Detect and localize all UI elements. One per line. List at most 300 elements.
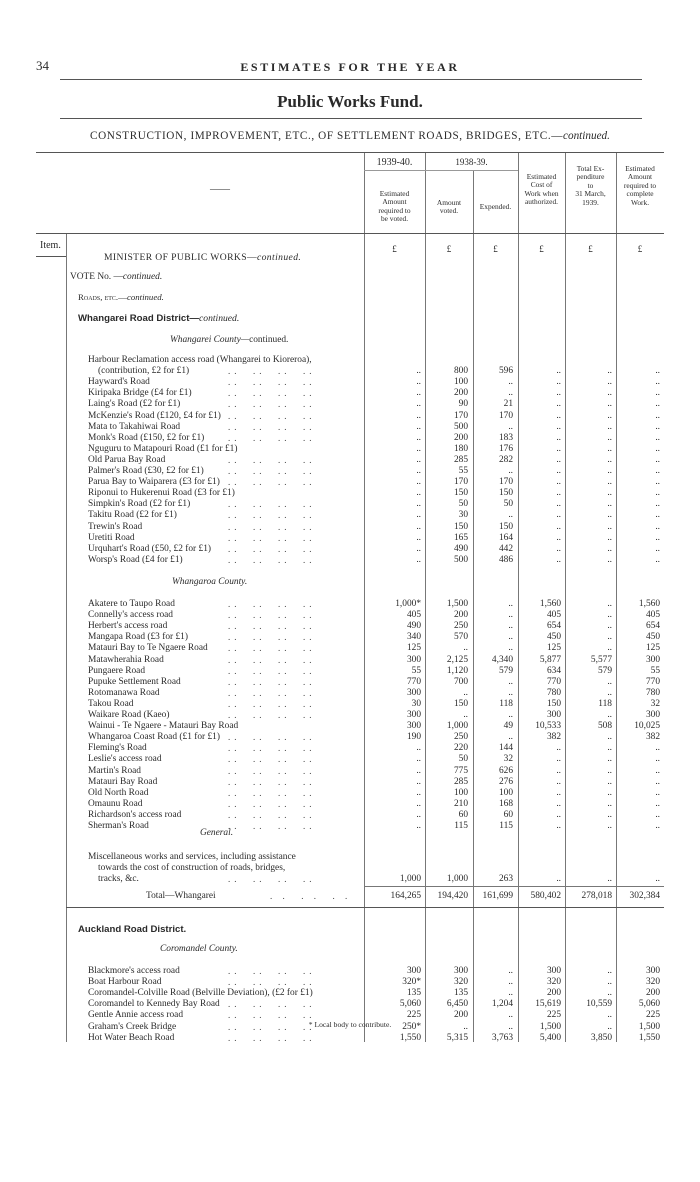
row-cell-c5: .. <box>607 676 612 687</box>
header-col1-line-2: required to <box>378 205 411 215</box>
row-cell-c4: .. <box>556 554 561 565</box>
row-cell-c6: .. <box>655 388 660 399</box>
row-cell-c5: 579 <box>597 665 612 676</box>
row-leader-dots: .. .. .. .. <box>228 665 316 676</box>
row-cell-c6: 780 <box>645 687 660 698</box>
row-cell-c6: .. <box>655 521 660 532</box>
currency-c3: £ <box>493 244 498 254</box>
row-cell-c4: .. <box>556 388 561 399</box>
row-cell-c2: 800 <box>453 366 468 377</box>
district-whangarei-heading <box>78 313 239 324</box>
item-col-rule <box>66 234 67 1042</box>
row-label: Wainui - Te Ngaere - Matauri Bay Road <box>88 721 239 732</box>
row-leader-dots: .. .. .. .. <box>228 821 316 831</box>
row-cell-c2: 320 <box>453 977 468 988</box>
row-cell-c6: 32 <box>650 698 660 709</box>
row-leader-dots: .. .. .. .. <box>228 610 316 621</box>
row-cell-c5: .. <box>607 798 612 809</box>
row-cell-c4: 382 <box>546 732 561 743</box>
row-cell-c3: .. <box>508 1010 513 1021</box>
row-cell-c1: 490 <box>406 621 421 632</box>
row-label: Urquhart's Road (£50, £2 for £1) <box>88 543 212 554</box>
header-col6-line-3: complete <box>626 189 654 199</box>
row-cell-c4: 200 <box>546 988 561 999</box>
row-leader-dots: .. .. .. .. <box>228 399 316 410</box>
row-cell-c3: 442 <box>498 543 513 554</box>
row-cell-c6: 5,060 <box>638 999 660 1010</box>
row-cell-c1: .. <box>416 510 421 521</box>
row-cell-c5: .. <box>607 454 612 465</box>
row-cell-c5: .. <box>607 366 612 377</box>
row-cell-c6: .. <box>655 798 660 809</box>
row-cell-c3: 50 <box>503 499 513 510</box>
header-col4-line-0: Estimated <box>526 172 557 181</box>
row-cell-c1: 1,000* <box>395 599 421 609</box>
row-cell-c3: .. <box>508 1021 513 1032</box>
row-label: Parua Bay to Waiparera (£3 for £1) <box>88 477 220 488</box>
general-heading <box>200 828 233 839</box>
county1-continued: continued. <box>249 335 289 345</box>
row-label: Martin's Road <box>88 765 141 776</box>
row-leader-dots: .. .. .. .. <box>228 654 316 665</box>
currency-c6: £ <box>637 244 643 254</box>
row-cell-c2: 100 <box>453 787 468 798</box>
row-label: Monk's Road (£150, £2 for £1) <box>88 432 205 443</box>
currency-c1: £ <box>392 244 397 254</box>
row-cell-c2: 90 <box>458 399 468 410</box>
row-cell-c6: 300 <box>645 710 660 720</box>
row-cell-c4: 5,400 <box>539 1032 561 1043</box>
row-cell-c3: .. <box>508 710 513 720</box>
row-cell-c5: .. <box>607 399 612 410</box>
header-col2-line-1: voted. <box>439 206 459 216</box>
row-cell-c6: .. <box>655 410 660 421</box>
row-cell-c1: .. <box>416 809 421 820</box>
currency-c4: £ <box>539 244 544 254</box>
footnote: * Local body to contribute. <box>308 1020 392 1029</box>
row-cell-c3: 276 <box>498 776 513 787</box>
row-cell-c6: .. <box>655 554 660 565</box>
row-leader-dots: .. .. .. .. <box>228 366 316 377</box>
row-cell-c6: .. <box>655 510 660 521</box>
row-cell-c3: .. <box>508 610 513 621</box>
col-rule-4 <box>518 153 519 1042</box>
row-cell-c3: .. <box>508 377 513 388</box>
row-leader-dots: .. .. .. .. <box>228 776 316 787</box>
row-cell-c5: .. <box>607 510 612 521</box>
row-label: Matawherahia Road <box>88 654 164 665</box>
row-cell-c6: .. <box>655 532 660 543</box>
row-label: Richardson's access road <box>88 809 182 820</box>
row-cell-c1: .. <box>416 754 421 765</box>
row-cell-c6: .. <box>655 776 660 787</box>
row-label: Whangaroa Coast Road (£1 for £1) <box>88 732 220 743</box>
row-cell-c6: .. <box>655 765 660 776</box>
row-cell-c1: 405 <box>406 610 421 621</box>
row-cell-c2: 55 <box>458 466 468 476</box>
row-cell-c1: 225 <box>406 1010 421 1021</box>
row-label: Worsp's Road (£4 for £1) <box>88 554 183 565</box>
district1-continued: continued. <box>199 313 240 324</box>
row-cell-c3: 282 <box>498 454 513 465</box>
roads-heading <box>78 292 164 303</box>
row-cell-c5: .. <box>607 977 612 988</box>
roads-continued: continued. <box>126 292 164 302</box>
row-cell-c4: .. <box>556 543 561 554</box>
row-cell-c2: 200 <box>453 432 468 443</box>
row-leader-dots: .. .. .. .. <box>228 787 316 798</box>
row-cell-c5: .. <box>607 710 612 720</box>
row-cell-c6: 450 <box>645 632 660 643</box>
row-label: Sherman's Road <box>88 821 149 831</box>
row-label: Akatere to Taupo Road <box>88 599 175 609</box>
row-cell-c2: 6,450 <box>446 999 468 1010</box>
row-cell-c3: 170 <box>498 477 513 488</box>
header-col1-line-3: be voted. <box>380 214 409 224</box>
total-cell-c4: 580,402 <box>530 891 561 901</box>
row-cell-c4: 10,533 <box>535 721 561 732</box>
row-cell-c6: 300 <box>645 654 660 665</box>
row-cell-c2: 200 <box>453 610 468 621</box>
row-leader-dots: .. .. .. .. <box>228 874 316 885</box>
row-cell-c3: 100 <box>498 787 513 798</box>
row-cell-c2: 700 <box>453 676 468 687</box>
general-text: General. <box>200 828 234 838</box>
row-cell-c6: 654 <box>645 621 660 632</box>
header-col-amount-to-complete <box>616 165 664 207</box>
row-cell-c5: .. <box>607 787 612 798</box>
row-label: (contribution, £2 for £1) <box>98 366 190 377</box>
row-cell-c1: .. <box>416 399 421 410</box>
row-cell-c2: 5,315 <box>446 1032 468 1043</box>
row-label: Connelly's access road <box>88 610 173 621</box>
row-cell-c6: .. <box>655 466 660 476</box>
row-cell-c2: 250 <box>453 621 468 632</box>
row-label: Riponui to Hukerenui Road (£3 for £1) <box>88 488 235 499</box>
row-cell-c2: 170 <box>453 477 468 488</box>
row-cell-c4: 300 <box>546 966 561 976</box>
row-cell-c2: 30 <box>458 510 468 521</box>
row-cell-c2: .. <box>463 1021 468 1032</box>
district-auckland-heading: Auckland Road District. <box>78 924 187 935</box>
row-cell-c4: .. <box>556 521 561 532</box>
row-cell-c6: .. <box>655 421 660 432</box>
row-cell-c5: 10,559 <box>586 999 612 1010</box>
row-label: Coromandel to Kennedy Bay Road <box>88 999 220 1010</box>
row-label: Miscellaneous works and services, including assistance <box>88 852 296 862</box>
row-cell-c1: 5,060 <box>399 999 421 1010</box>
total-cell-c3: 161,699 <box>482 891 513 901</box>
row-cell-c1: .. <box>416 743 421 754</box>
row-cell-c5: .. <box>607 421 612 432</box>
row-cell-c4: .. <box>556 787 561 798</box>
row-cell-c5: .. <box>607 388 612 399</box>
row-label: Trewin's Road <box>88 521 143 532</box>
row-cell-c4: .. <box>556 532 561 543</box>
row-cell-c4: .. <box>556 488 561 499</box>
row-cell-c5: .. <box>607 754 612 765</box>
row-cell-c3: .. <box>508 510 513 521</box>
row-cell-c3: 115 <box>499 821 513 831</box>
row-cell-c1: .. <box>416 765 421 776</box>
row-leader-dots: .. .. .. .. <box>228 632 316 643</box>
row-label: Leslie's access road <box>88 754 162 765</box>
row-cell-c2: 490 <box>453 543 468 554</box>
row-cell-c6: 55 <box>650 665 660 676</box>
row-cell-c6: .. <box>655 821 660 831</box>
row-cell-c4: 405 <box>546 610 561 621</box>
row-label: Takitu Road (£2 for £1) <box>88 510 177 521</box>
row-label: Kiripaka Bridge (£4 for £1) <box>88 388 192 399</box>
row-label: Fleming's Road <box>88 743 147 754</box>
county2-text: Whangaroa County. <box>172 577 248 587</box>
row-cell-c1: 300 <box>406 710 421 720</box>
row-cell-c1: .. <box>416 421 421 432</box>
row-cell-c2: 300 <box>453 966 468 976</box>
row-label: Waikare Road (Kaeo) <box>88 710 170 720</box>
row-cell-c3: .. <box>508 988 513 999</box>
row-leader-dots: .. .. .. .. <box>228 621 316 632</box>
vote-continued: continued. <box>122 272 163 282</box>
subtitle-main: CONSTRUCTION, IMPROVEMENT, ETC., OF SETTLEMENT ROADS, BRIDGES, ETC.— <box>90 130 564 142</box>
rule-title <box>60 118 642 119</box>
row-label: Takou Road <box>88 698 134 709</box>
row-cell-c2: .. <box>463 643 468 654</box>
row-cell-c2: 1,500 <box>446 599 468 609</box>
header-col1-line-1: Amount <box>382 197 407 207</box>
row-cell-c1: .. <box>416 821 421 831</box>
row-cell-c3: 170 <box>498 410 513 421</box>
row-label: Boat Harbour Road <box>88 977 162 988</box>
row-cell-c2: 285 <box>453 454 468 465</box>
row-cell-c4: .. <box>556 421 561 432</box>
row-label: Laing's Road (£2 for £1) <box>88 399 181 410</box>
row-cell-c1: .. <box>416 488 421 499</box>
row-cell-c4: 654 <box>546 621 561 632</box>
row-leader-dots: .. .. .. .. <box>228 676 316 687</box>
row-cell-c3: 3,763 <box>491 1032 513 1043</box>
row-cell-c5: .. <box>607 377 612 388</box>
row-cell-c4: 15,619 <box>535 999 561 1010</box>
row-cell-c1: .. <box>416 554 421 565</box>
row-label: Hayward's Road <box>88 377 150 388</box>
header-col-estimated-amount <box>364 190 425 224</box>
row-cell-c1: .. <box>416 366 421 377</box>
header-col5-line-4: 1939. <box>582 197 599 207</box>
row-cell-c3: 164 <box>498 532 513 543</box>
col-rule-3 <box>473 170 474 1042</box>
row-cell-c2: 60 <box>458 809 468 820</box>
row-leader-dots: .. .. .. .. <box>228 554 316 565</box>
section-subtitle <box>0 130 700 142</box>
rule-total-bottom <box>66 907 664 908</box>
row-cell-c4: .. <box>556 454 561 465</box>
row-cell-c4: .. <box>556 510 561 521</box>
row-cell-c6: .. <box>655 432 660 443</box>
rule-top <box>60 79 642 80</box>
row-cell-c6: .. <box>655 809 660 820</box>
row-cell-c5: .. <box>607 643 612 654</box>
header-col2-line-0: Amount <box>436 198 462 207</box>
row-cell-c5: .. <box>607 410 612 421</box>
row-leader-dots: .. .. .. .. <box>228 809 316 820</box>
row-leader-dots: .. .. .. .. <box>228 1010 316 1021</box>
row-cell-c5: .. <box>607 1010 612 1021</box>
row-cell-c4: .. <box>556 477 561 488</box>
row-leader-dots: .. .. .. .. <box>228 388 316 399</box>
header-col6-line-2: required to <box>623 180 657 190</box>
county-coromandel-heading <box>160 944 238 955</box>
header-col5-line-3: 31 March, <box>575 189 606 199</box>
row-cell-c2: 165 <box>453 532 468 543</box>
row-cell-c2: 1,000 <box>446 874 468 885</box>
row-cell-c3: .. <box>508 966 513 976</box>
row-cell-c6: 225 <box>645 1010 660 1021</box>
row-label: Coromandel-Colville Road (Belville Deviation), (£2 for £1) <box>88 988 313 999</box>
row-cell-c4: .. <box>556 809 561 820</box>
row-label: Pungaere Road <box>88 665 146 676</box>
row-cell-c2: 50 <box>458 499 468 510</box>
row-cell-c4: .. <box>556 874 561 885</box>
row-cell-c5: .. <box>607 521 612 532</box>
row-cell-c2: .. <box>463 687 468 698</box>
row-cell-c3: 263 <box>498 874 513 885</box>
county1-text: Whangarei County— <box>170 335 250 345</box>
row-leader-dots: .. .. .. .. <box>228 687 316 698</box>
minister-text: MINISTER OF PUBLIC WORKS— <box>104 252 257 263</box>
row-cell-c5: .. <box>607 610 612 621</box>
header-col-estimated-cost <box>518 173 565 207</box>
row-cell-c5: .. <box>607 632 612 643</box>
row-cell-c4: 450 <box>546 632 561 643</box>
row-cell-c1: 135 <box>406 988 421 999</box>
total-label: Total—Whangarei <box>146 891 216 901</box>
row-cell-c1: .. <box>416 798 421 809</box>
currency-c5: £ <box>588 244 593 254</box>
row-cell-c1: 340 <box>406 632 421 643</box>
row-label: Mangapa Road (£3 for £1) <box>88 632 188 643</box>
row-cell-c5: 508 <box>597 721 612 732</box>
row-cell-c1: .. <box>416 776 421 787</box>
county-whangarei-heading <box>170 335 288 346</box>
header-col6-line-4: Work. <box>630 197 650 207</box>
row-cell-c4: .. <box>556 765 561 776</box>
row-label: Matauri Bay to Te Ngaere Road <box>88 643 208 654</box>
row-leader-dots: .. .. .. .. <box>228 543 316 554</box>
rule-header-bottom <box>36 233 664 234</box>
row-cell-c3: 626 <box>498 765 513 776</box>
row-cell-c5: .. <box>607 466 612 476</box>
total-cell-c2: 194,420 <box>437 891 468 901</box>
district1-text: Whangarei Road District— <box>78 313 200 324</box>
total-cell-c1: 164,265 <box>390 891 421 901</box>
row-cell-c5: .. <box>607 432 612 443</box>
row-cell-c6: .. <box>655 488 660 499</box>
row-cell-c3: 60 <box>503 809 513 820</box>
row-cell-c3: 49 <box>503 721 513 732</box>
row-cell-c2: 150 <box>453 698 468 709</box>
row-cell-c6: 1,550 <box>638 1032 660 1043</box>
county-whangaroa-heading <box>172 577 247 588</box>
year-current: 1939-40. <box>376 157 413 168</box>
row-leader-dots: .. .. .. .. <box>228 466 316 476</box>
header-col4-line-1: Cost of <box>530 180 553 190</box>
row-cell-c4: 1,500 <box>539 1021 561 1032</box>
row-cell-c6: 300 <box>645 966 660 976</box>
row-cell-c5: 118 <box>598 698 612 709</box>
row-cell-c3: 150 <box>498 488 513 499</box>
row-leader-dots: .. .. .. .. <box>228 732 316 743</box>
row-cell-c3: 183 <box>498 432 513 443</box>
row-label: Gentle Annie access road <box>88 1010 184 1021</box>
row-leader-dots: .. .. .. .. <box>228 698 316 709</box>
row-cell-c2: 220 <box>453 743 468 754</box>
row-cell-c3: 4,340 <box>491 654 513 665</box>
row-leader-dots: .. .. .. .. <box>228 977 316 988</box>
row-cell-c1: .. <box>416 388 421 399</box>
row-cell-c4: .. <box>556 776 561 787</box>
row-label: Mata to Takahiwai Road <box>88 421 181 432</box>
row-cell-c3: 176 <box>498 443 513 454</box>
row-cell-c5: .. <box>607 499 612 510</box>
row-cell-c2: 180 <box>453 443 468 454</box>
row-cell-c2: 500 <box>453 421 468 432</box>
row-cell-c1: .. <box>416 499 421 510</box>
row-cell-c1: 125 <box>406 643 421 654</box>
row-cell-c2: 1,120 <box>446 665 468 676</box>
row-cell-c6: .. <box>655 874 660 885</box>
row-cell-c4: 150 <box>546 698 561 709</box>
row-cell-c2: 210 <box>453 798 468 809</box>
vote-heading <box>70 272 162 283</box>
row-label: Simpkin's Road (£2 for £1) <box>88 499 191 510</box>
row-leader-dots: .. .. .. .. <box>228 510 316 521</box>
row-leader-dots: .. .. .. .. <box>228 743 316 754</box>
row-label: Herbert's access road <box>88 621 168 632</box>
rule-total-top <box>364 886 664 887</box>
header-col-expended <box>473 203 518 211</box>
row-cell-c6: 320 <box>645 977 660 988</box>
row-cell-c1: .. <box>416 477 421 488</box>
row-cell-c2: 200 <box>453 1010 468 1021</box>
row-cell-c1: .. <box>416 443 421 454</box>
row-cell-c4: 125 <box>546 643 561 654</box>
fund-title: Public Works Fund. <box>277 92 423 111</box>
row-cell-c6: .. <box>655 754 660 765</box>
row-cell-c5: .. <box>607 765 612 776</box>
row-cell-c5: .. <box>607 554 612 565</box>
row-cell-c1: .. <box>416 454 421 465</box>
row-label: Old North Road <box>88 787 149 798</box>
row-cell-c2: 100 <box>453 377 468 388</box>
row-cell-c4: 320 <box>546 977 561 988</box>
row-cell-c2: 150 <box>453 521 468 532</box>
row-cell-c6: .. <box>655 543 660 554</box>
row-leader-dots: .. .. .. .. <box>228 410 316 421</box>
row-cell-c6: 10,025 <box>634 721 660 732</box>
row-leader-dots: .. .. .. .. <box>228 377 316 388</box>
row-cell-c3: 168 <box>498 798 513 809</box>
row-cell-c1: 55 <box>411 665 421 676</box>
row-cell-c1: 300 <box>406 654 421 665</box>
row-leader-dots: .. .. .. .. <box>228 532 316 543</box>
header-col-total-expenditure <box>565 165 616 207</box>
item-label: Item. <box>40 240 61 251</box>
row-cell-c5: 5,577 <box>590 654 612 665</box>
row-cell-c2: 570 <box>453 632 468 643</box>
row-leader-dots: .. .. .. .. <box>228 798 316 809</box>
row-label: Nguguru to Matapouri Road (£1 for £1) <box>88 443 238 454</box>
